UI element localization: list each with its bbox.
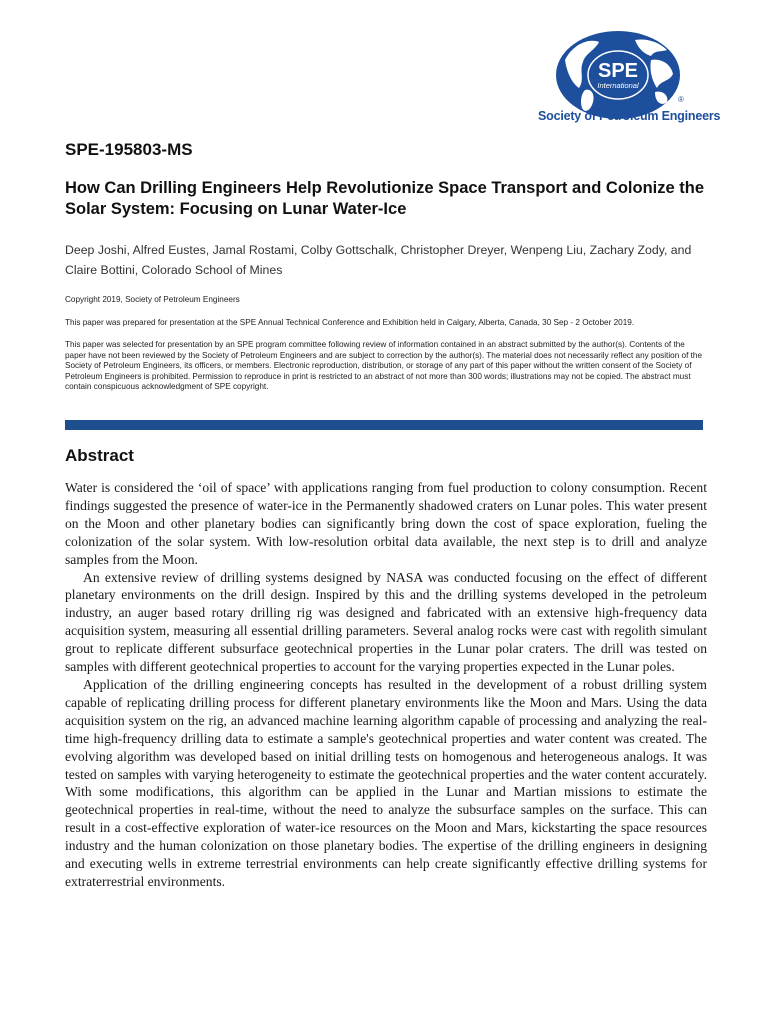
review-notice: This paper was selected for presentation by an SPE program committee following review of information contained in an abstract submitted by the author(s). Contents of the paper have not been reviewed by the Society of Petroleum Engineers and are subject to correction by the author(s). The material does not necessarily reflect any position of the Society of Petroleum Engineers, its officers, or members. Electronic reproduction, distribution, or storage of any part of this paper without the written consent of the Society of Petroleum Engineers is prohibited. Permission to reproduce in print is restricted to an abstract of not more than 300 words; illustrations may not be copied. The abstract must contain conspicuous acknowledgment of SPE copyright. — [65, 340, 703, 392]
section-divider — [65, 420, 703, 430]
abstract-heading: Abstract — [65, 446, 134, 465]
registered-mark-text: ® — [678, 95, 684, 104]
logo-org-name: Society of Petroleum Engineers — [538, 109, 721, 123]
globe-icon — [555, 30, 681, 120]
registered-mark — [676, 94, 686, 104]
prepared-note: This paper was prepared for presentation at the SPE Annual Technical Conference and Exhibition held in Calgary, Alberta, Canada, 30 Sep - 2 October 2019. — [65, 318, 635, 327]
abstract-paragraph: An extensive review of drilling systems designed by NASA was conducted focusing on the effect of different planetary environments on the drill design. Inspired by this and the drilling systems developed in the petroleum industry, an auger based rotary drilling rig was designed and fabricated with an extensive high-frequency data acquisition system, measuring all essential drilling parameters. Several analog rocks were cast with regolith simulant grout to replicate different subsurface geotechnical properties in the Lunar polar craters. The drill was tested on samples with different geotechnical properties to account for the varying properties expected in the Lunar poles. — [65, 569, 707, 675]
logo-badge-title: SPE — [597, 60, 639, 82]
paper-id: SPE-195803-MS — [65, 140, 193, 159]
abstract-paragraph: Water is considered the ‘oil of space’ with applications ranging from fuel production to colony consumption. Recent findings suggested the presence of water-ice in the Permanently shadowed craters on Lunar poles. This water present on the Moon and other planetary bodies can significantly bring down the cost of space exploration, fueling the colonization of the solar system. With low-resolution orbital data available, the next step is to drill and analyze samples from the Moon. — [65, 480, 707, 567]
abstract-body — [65, 479, 707, 891]
logo-badge-subtitle: International — [597, 81, 639, 90]
copyright-line: Copyright 2019, Society of Petroleum Engineers — [65, 295, 240, 304]
paper-authors: Deep Joshi, Alfred Eustes, Jamal Rostami, Colby Gottschalk, Christopher Dreyer, Wenpeng Liu, Zachary Zody, and Claire Bottini, Colorado School of Mines — [65, 243, 692, 277]
paper-title: How Can Drilling Engineers Help Revolutionize Space Transport and Colonize the Solar System: Focusing on Lunar Water-Ice — [65, 179, 705, 218]
abstract-paragraph: Application of the drilling engineering concepts has resulted in the development of a robust drilling system capable of replicating drilling process for different planetary environments like the Moon and Mars. Using the data acquisition system on the rig, an advanced machine learning algorithm capable of processing and analyzing the real-time high-frequency drilling data to estimate a sample's geotechnical properties and water content was created. The evolving algorithm was developed based on initial drilling tests on homogenous and heterogeneous analogs. It was tested on samples with varying heterogeneity to estimate the geotechnical properties and the water content accurately. With some modifications, this algorithm can be applied in the Lunar and Martian missions to estimate the geotechnical properties in real-time, without the need to analyze the subsurface samples on the surface. This can result in a cost-effective exploration of water-ice resources on the Moon and Mars, kickstarting the space resources industry and the human colonization on those planetary bodies. The expertise of the drilling engineers in designing and executing wells in extreme terrestrial environments can help create significantly effective drilling systems for extraterrestrial environments. — [65, 676, 707, 889]
